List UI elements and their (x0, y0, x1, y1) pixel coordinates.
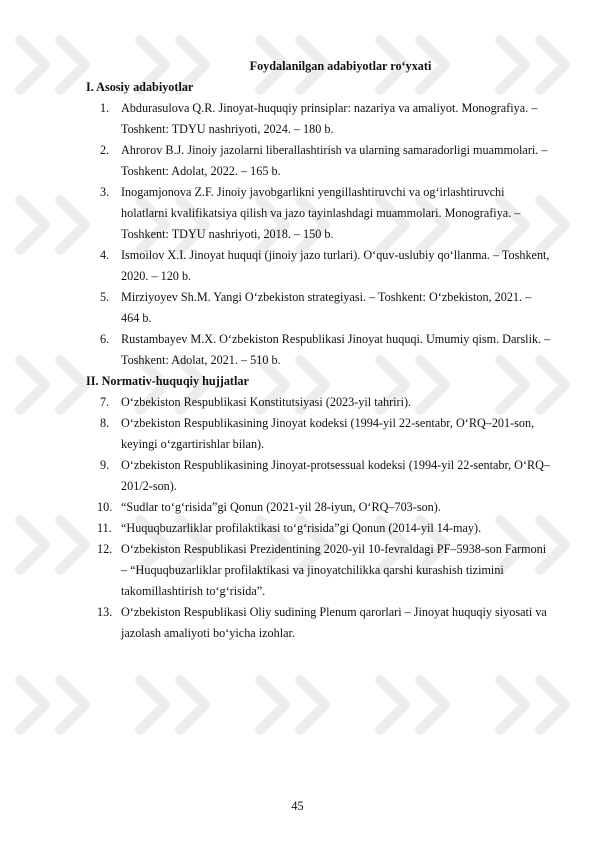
list-item (86, 497, 551, 518)
page-title: Foydalanilgan adabiyotlar ro‘yxati (249, 59, 432, 73)
item-text: Abdurasulova Q.R. Jinoyat-huquqiy prinsiplar: nazariya va amaliyot. Monografiya. – Toshkent: TDYU nashriyoti, 2024. – 180 b. (121, 101, 538, 136)
item-text: O‘zbekiston Respublikasi Konstitutsiyasi (2023-yil tahriri). (121, 395, 412, 409)
item-text: O‘zbekiston Respublikasining Jinoyat kodeksi (1994-yil 22-sentabr, O‘RQ–201-son, keyingi o‘zgartirishlar bilan). (121, 416, 535, 451)
list-item (86, 245, 551, 287)
item-text: O‘zbekiston Respublikasi Oliy sudining Plenum qarorlari – Jinoyat huquqiy siyosati va jazolash amaliyoti bo‘yicha izohlar. (121, 605, 547, 640)
item-text: Ismoilov X.I. Jinoyat huquqi (jinoiy jazo turlari). O‘quv-uslubiy qo‘llanma. – Toshkent, 2020. – 120 b. (121, 248, 550, 283)
section-heading-normative: II. Normativ-huquqiy hujjatlar (86, 374, 249, 388)
item-number: 12. (97, 542, 113, 556)
item-number: 4. (100, 248, 110, 262)
list-item (86, 518, 551, 539)
item-number: 11. (97, 521, 112, 535)
item-number: 5. (100, 290, 110, 304)
item-number: 9. (100, 458, 110, 472)
list-item (86, 455, 551, 497)
item-text: O‘zbekiston Respublikasi Prezidentining 2020-yil 10-fevraldagi PF–5938-son Farmoni – “Huquqbuzarliklar profilaktikasi va jinoyatchilikka qarshi kurashish tizimini takomillashtirish to‘g‘risida”. (121, 542, 547, 598)
item-number: 6. (100, 332, 110, 346)
item-text: “Sudlar to‘g‘risida”gi Qonun (2021-yil 28-iyun, O‘RQ–703-son). (121, 500, 441, 514)
reference-list-main (86, 98, 551, 371)
list-item (86, 392, 551, 413)
item-text: Inogamjonova Z.F. Jinoiy javobgarlikni yengillashtiruvchi va og‘irlashtiruvchi holatlarni kvalifikatsiya qilish va jazo tayinlashdagi muammolari. Monografiya. – Toshkent: TDYU nashriyoti, 2018. – 150 b. (121, 185, 521, 241)
item-text: Mirziyoyev Sh.M. Yangi O‘zbekiston strategiyasi. – Toshkent: O‘zbekiston, 2021. – 464 b. (121, 290, 532, 325)
list-item (86, 413, 551, 455)
item-number: 10. (97, 500, 113, 514)
section-heading-main: I. Asosiy adabiyotlar (86, 80, 194, 94)
list-item (86, 287, 551, 329)
item-number: 8. (100, 416, 110, 430)
item-text: Rustambayev M.X. O‘zbekiston Respublikasi Jinoyat huquqi. Umumiy qism. Darslik. – Toshkent: Adolat, 2021. – 510 b. (121, 332, 551, 367)
list-item (86, 98, 551, 140)
page-number: 45 (291, 799, 304, 813)
list-item (86, 602, 551, 644)
item-text: “Huquqbuzarliklar profilaktikasi to‘g‘risida”gi Qonun (2014-yil 14-may). (121, 521, 482, 535)
list-item (86, 182, 551, 245)
item-text: O‘zbekiston Respublikasining Jinoyat-protsessual kodeksi (1994-yil 22-sentabr, O‘RQ–201/2-son). (121, 458, 551, 493)
list-item (86, 329, 551, 371)
item-number: 1. (100, 101, 110, 115)
item-number: 7. (100, 395, 110, 409)
reference-list-normative (86, 392, 551, 644)
list-item (86, 539, 551, 602)
item-number: 3. (100, 185, 110, 199)
item-number: 13. (97, 605, 113, 619)
item-text: Ahrorov B.J. Jinoiy jazolarni liberallashtirish va ularning samaradorligi muammolari. – Toshkent: Adolat, 2022. – 165 b. (121, 143, 548, 178)
document-page (86, 56, 551, 644)
list-item (86, 140, 551, 182)
item-number: 2. (100, 143, 110, 157)
